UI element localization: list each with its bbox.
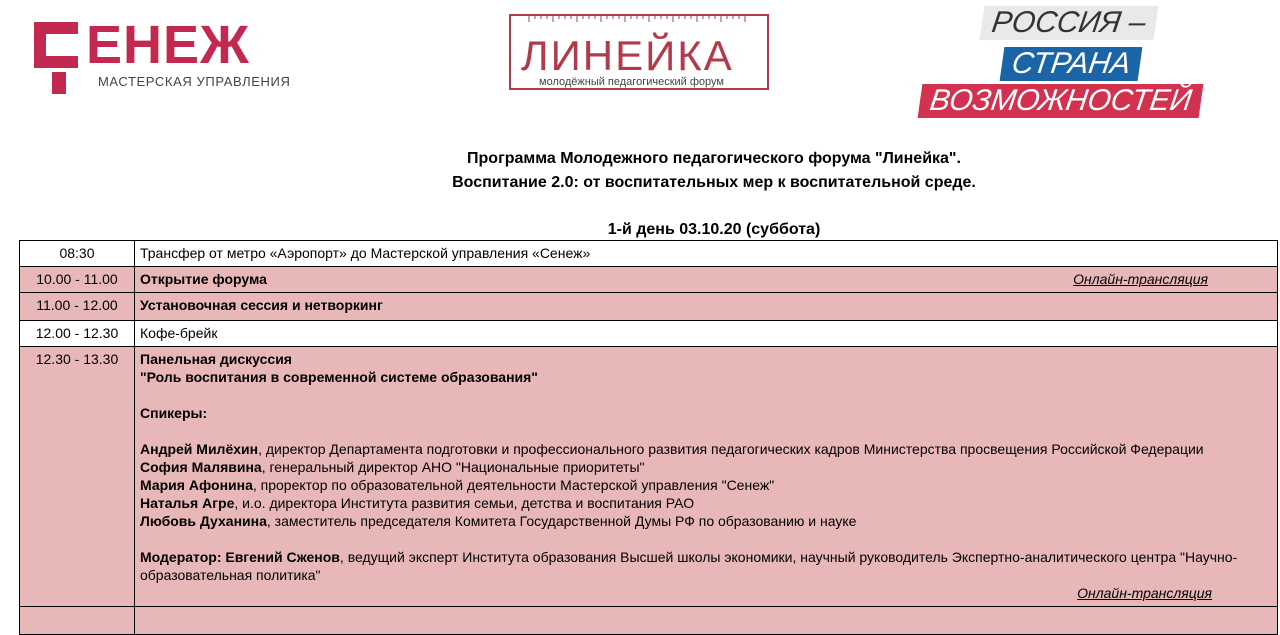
speaker-item <box>140 440 1272 458</box>
speaker-name: Любовь Духанина <box>140 513 267 529</box>
row-time: 10.00 - 11.00 <box>20 267 135 293</box>
lineyka-logo <box>505 12 777 103</box>
online-broadcast-link[interactable]: Онлайн-трансляция <box>1073 271 1208 287</box>
row-event <box>135 607 1278 635</box>
panel-discussion-cell <box>135 347 1278 607</box>
row-event: Трансфер от метро «Аэропорт» до Мастерской управления «Сенеж» <box>135 241 1278 267</box>
table-row <box>20 293 1278 321</box>
russia-opportunities-logo <box>918 6 1228 124</box>
table-row <box>20 347 1278 607</box>
russia-logo-line-3: ВОЗМОЖНОСТЕЙ <box>918 84 1204 118</box>
russia-logo-line-1: РОССИЯ – <box>980 6 1158 40</box>
panel-title: Панельная дискуссия <box>140 351 292 367</box>
table-row <box>20 607 1278 635</box>
senezh-logo-word: ЕНЕЖ <box>34 18 250 72</box>
lineyka-logo-word: ЛИНЕЙКА <box>521 32 734 79</box>
table-row <box>20 321 1278 347</box>
panel-subtitle: "Роль воспитания в современной системе образования" <box>140 369 538 385</box>
table-row <box>20 267 1278 293</box>
row-event: Открытие форума <box>140 271 267 287</box>
speaker-item <box>140 476 1272 494</box>
row-time: 11.00 - 12.00 <box>20 293 135 321</box>
senezh-logo-subtitle: МАСТЕРСКАЯ УПРАВЛЕНИЯ <box>98 74 291 89</box>
moderator-label: Модератор: Евгений Сженов <box>140 549 340 565</box>
speaker-item <box>140 512 1272 530</box>
row-time: 12.30 - 13.30 <box>20 347 135 607</box>
moderator-role: , ведущий эксперт Института образования Высшей школы экономики, научный руководитель Экспертно-аналитического центра "Научно-образовательная политика" <box>140 549 1238 583</box>
speaker-item <box>140 458 1272 476</box>
row-time <box>20 607 135 635</box>
speaker-role: , проректор по образовательной деятельности Мастерской управления "Сенеж" <box>252 477 775 493</box>
moderator-item <box>140 548 1272 584</box>
senezh-logo-tail <box>52 72 66 94</box>
russia-logo-line-2: СТРАНА <box>1000 47 1143 81</box>
row-event: Установочная сессия и нетворкинг <box>135 293 1278 321</box>
speaker-role: , директор Департамента подготовки и профессионального развития педагогических кадров Министерства просвещения Российской Федерации <box>258 441 1204 457</box>
speaker-role: , генеральный директор АНО "Национальные приоритеты" <box>261 459 645 475</box>
row-time: 12.00 - 12.30 <box>20 321 135 347</box>
table-row <box>20 241 1278 267</box>
lineyka-logo-subtitle: молодёжный педагогический форум <box>539 76 724 88</box>
row-event: Кофе-брейк <box>135 321 1278 347</box>
schedule-table <box>19 240 1278 635</box>
speakers-label: Спикеры: <box>140 405 208 421</box>
speaker-role: , заместитель председателя Комитета Государственной Думы РФ по образованию и науке <box>266 513 857 529</box>
speaker-name: Мария Афонина <box>140 477 253 493</box>
program-title-line-1: Программа Молодежного педагогического форума "Линейка". <box>467 150 961 167</box>
speaker-role: , и.о. директора Института развития семьи, детства и воспитания РАО <box>234 495 695 511</box>
speaker-name: Андрей Милёхин <box>140 441 259 457</box>
row-event-cell <box>135 267 1278 293</box>
speaker-item <box>140 494 1272 512</box>
senezh-logo <box>34 15 304 98</box>
row-time: 08:30 <box>20 241 135 267</box>
speaker-name: София Малявина <box>140 459 262 475</box>
speaker-name: Наталья Агре <box>140 495 235 511</box>
day-heading: 1-й день 03.10.20 (суббота) <box>607 221 821 238</box>
online-broadcast-link[interactable]: Онлайн-трансляция <box>1077 585 1212 601</box>
program-title-line-2: Воспитание 2.0: от воспитательных мер к воспитательной среде. <box>452 174 976 191</box>
